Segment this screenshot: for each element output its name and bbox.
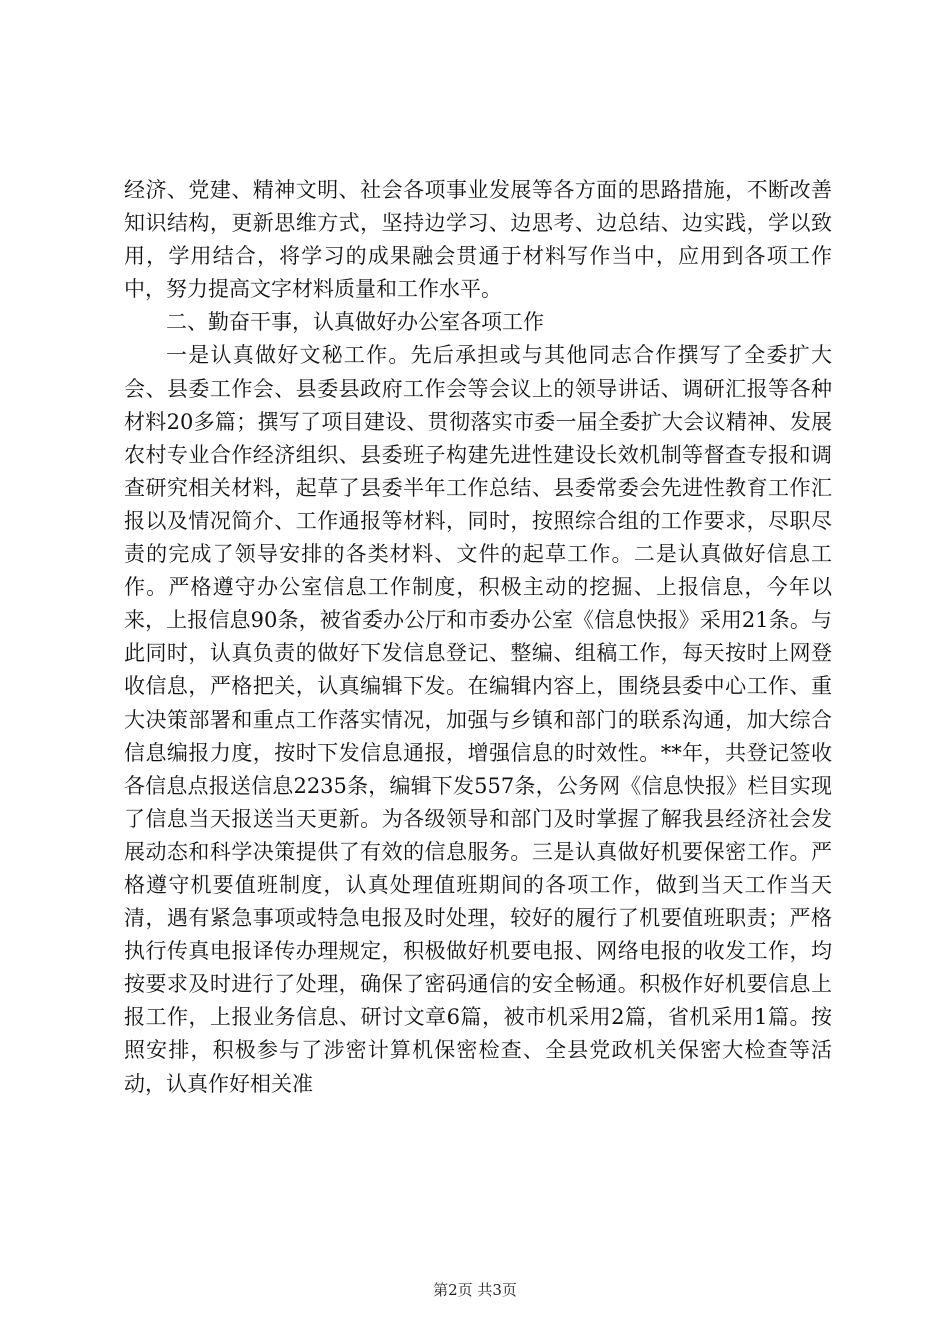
- paragraph-body: 一是认真做好文秘工作。先后承担或与其他同志合作撰写了全委扩大会、县委工作会、县委县政府工作会等会议上的领导讲话、调研汇报等各种材料20多篇；撰写了项目建设、贯彻落实市委一届全委扩大会议精神、发展农村专业合作经济组织、县委班子构建先进性建设长效机制等督查专报和调查研究相关材料，起草了县委半年工作总结、县委常委会先进性教育工作汇报以及情况简介、工作通报等材料，同时，按照综合组的工作要求，尽职尽责的完成了领导安排的各类材料、文件的起草工作。二是认真做好信息工作。严格遵守办公室信息工作制度，积极主动的挖掘、上报信息，今年以来，上报信息90条，被省委办公厅和市委办公室《信息快报》采用21条。与此同时，认真负责的做好下发信息登记、整编、组稿工作，每天按时上网登收信息，严格把关，认真编辑下发。在编辑内容上，围绕县委中心工作、重大决策部署和重点工作落实情况，加强与乡镇和部门的联系沟通，加大综合信息编报力度，按时下发信息通报，增强信息的时效性。**年，共登记签收各信息点报送信息2235条，编辑下发557条，公务网《信息快报》栏目实现了信息当天报送当天更新。为各级领导和部门及时掌握了解我县经济社会发展动态和科学决策提供了有效的信息服务。三是认真做好机要保密工作。严格遵守机要值班制度，认真处理值班期间的各项工作，做到当天工作当天清，遇有紧急事项或特急电报及时处理，较好的履行了机要值班职责；严格执行传真电报译传办理规定，积极做好机要电报、网络电报的收发工作，均按要求及时进行了处理，确保了密码通信的安全畅通。积极作好机要信息上报工作，上报业务信息、研讨文章6篇，被市机采用2篇，省机采用1篇。按照安排，积极参与了涉密计算机保密检查、全县党政机关保密大检查等活动，认真作好相关准: [124, 343, 832, 1096]
- page-footer: [0, 1280, 950, 1300]
- paragraph-continuation: 经济、党建、精神文明、社会各项事业发展等各方面的思路措施，不断改善知识结构，更新思维方式，坚持边学习、边思考、边总结、边实践，学以致用，学用结合，将学习的成果融会贯通于材料写作当中，应用到各项工作中，努力提高文字材料质量和工作水平。: [124, 178, 832, 302]
- page-number: 第2页 共3页: [433, 1281, 517, 1299]
- section-heading: 二、勤奋干事，认真做好办公室各项工作: [166, 310, 544, 335]
- document-body: [124, 174, 832, 1101]
